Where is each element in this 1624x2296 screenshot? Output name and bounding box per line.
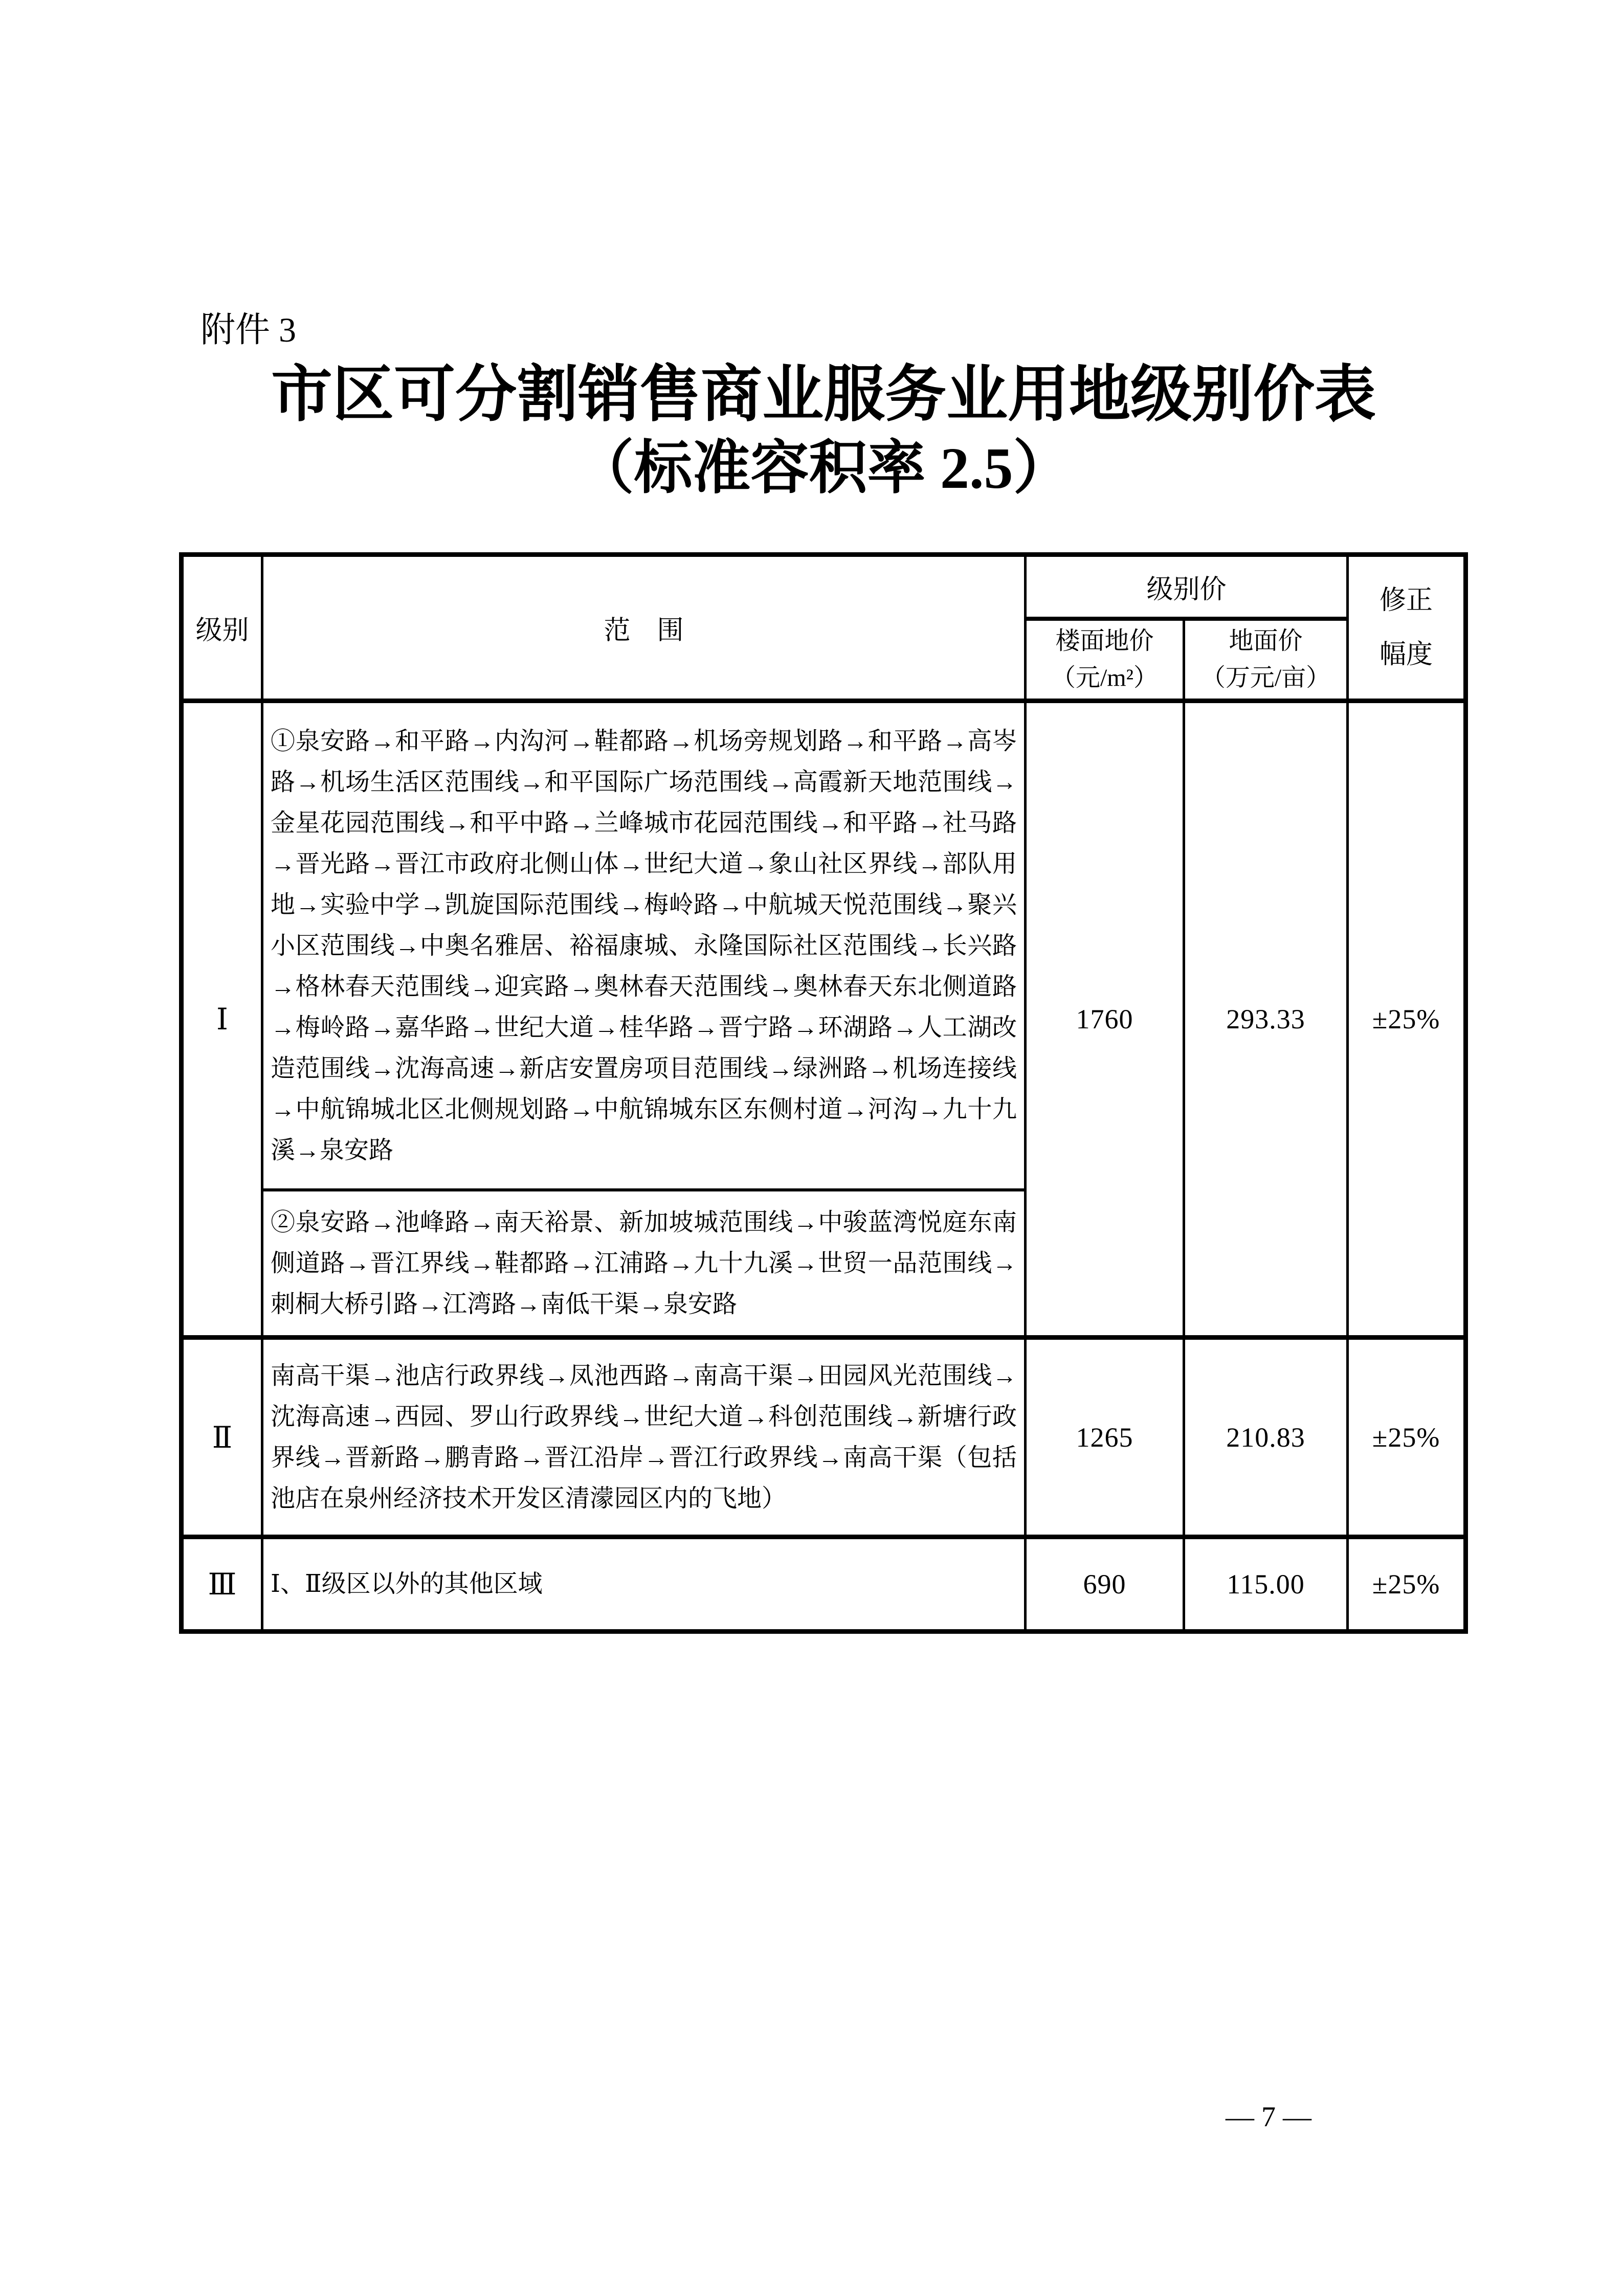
row2-level: Ⅱ xyxy=(184,1340,263,1539)
row2-adjustment: ±25% xyxy=(1349,1340,1463,1539)
header-floor-price-unit: （元/m²） xyxy=(1051,664,1159,691)
row3-floor-price: 690 xyxy=(1027,1539,1185,1629)
header-ground-price-label: 地面价 xyxy=(1229,627,1303,655)
header-adjustment xyxy=(1349,557,1463,703)
row2-range-text: 南高干渠→池店行政界线→凤池西路→南高干渠→田园风光范围线→沈海高速→西园、罗山行政界线→世纪大道→科创范围线→新塘行政界线→晋新路→鹏青路→晋江沿岸→晋江行政界线→南高干渠（包括池店在泉州经济技术开发区清濛园区内的飞地） xyxy=(271,1362,1017,1512)
row1-ground-price: 293.33 xyxy=(1185,703,1349,1340)
page-subtitle: （标准容积率 2.5） xyxy=(575,436,1072,501)
header-range: 范 围 xyxy=(263,557,1027,703)
header-ground-price xyxy=(1185,621,1349,703)
row3-adjustment: ±25% xyxy=(1372,1569,1440,1600)
row1-range-block2 xyxy=(263,1191,1027,1340)
row1-floor-price: 1760 xyxy=(1027,703,1185,1340)
page-number: — 7 — xyxy=(1226,2101,1311,2133)
row1-adjustment: ±25% xyxy=(1349,703,1463,1340)
row1-range-block2-text: ②泉安路→池峰路→南天裕景、新加坡城范围线→中骏蓝湾悦庭东南侧道路→晋江界线→鞋都路→江浦路→九十九溪→世贸一品范围线→刺桐大桥引路→江湾路→南低干渠→泉安路 xyxy=(271,1208,1017,1318)
header-floor-price xyxy=(1027,621,1185,703)
attachment-label: 附件 3 xyxy=(201,310,297,349)
header-price-group: 级别价 xyxy=(1027,557,1349,621)
row1-range-block1 xyxy=(263,703,1027,1191)
page-title: 市区可分割销售商业服务业用地级别价表 xyxy=(271,361,1376,429)
row3-ground-price: 115.00 xyxy=(1185,1539,1349,1629)
row3-level: Ⅲ xyxy=(184,1539,263,1629)
row2-range xyxy=(263,1340,1027,1539)
header-ground-price-unit: （万元/亩） xyxy=(1200,664,1331,691)
row2-floor-price: 1265 xyxy=(1027,1340,1185,1539)
row1-level: Ⅰ xyxy=(184,703,263,1340)
row3-range xyxy=(263,1539,1027,1629)
header-level: 级别 xyxy=(184,557,263,703)
header-floor-price-label: 楼面地价 xyxy=(1055,627,1154,655)
row2-ground-price: 210.83 xyxy=(1185,1340,1349,1539)
header-adjustment-line2: 幅度 xyxy=(1379,640,1433,669)
row1-range-block1-text: ①泉安路→和平路→内沟河→鞋都路→机场旁规划路→和平路→高岑路→机场生活区范围线→和平国际广场范围线→高霞新天地范围线→金星花园范围线→和平中路→兰峰城市花园范围线→和平路→社马路→晋光路→晋江市政府北侧山体→世纪大道→象山社区界线→部队用地→实验中学→凯旋国际范围线→梅岭路→中航城天悦范围线→聚兴小区范围线→中奥名雅居、裕福康城、永隆国际社区范围线→长兴路→格林春天范围线→迎宾路→奥林春天范围线→奥林春天东北侧道路→梅岭路→嘉华路→世纪大道→桂华路→晋宁路→环湖路→人工湖改造范围线→沈海高速→新店安置房项目范围线→绿洲路→机场连接线→中航锦城北区北侧规划路→中航锦城东区东侧村道→河沟→九十九溪→泉安路 xyxy=(271,727,1017,1164)
land-price-table xyxy=(179,552,1468,1634)
header-adjustment-line1: 修正 xyxy=(1379,586,1433,615)
row3-range-text: Ⅰ、Ⅱ级区以外的其他区域 xyxy=(271,1570,543,1597)
